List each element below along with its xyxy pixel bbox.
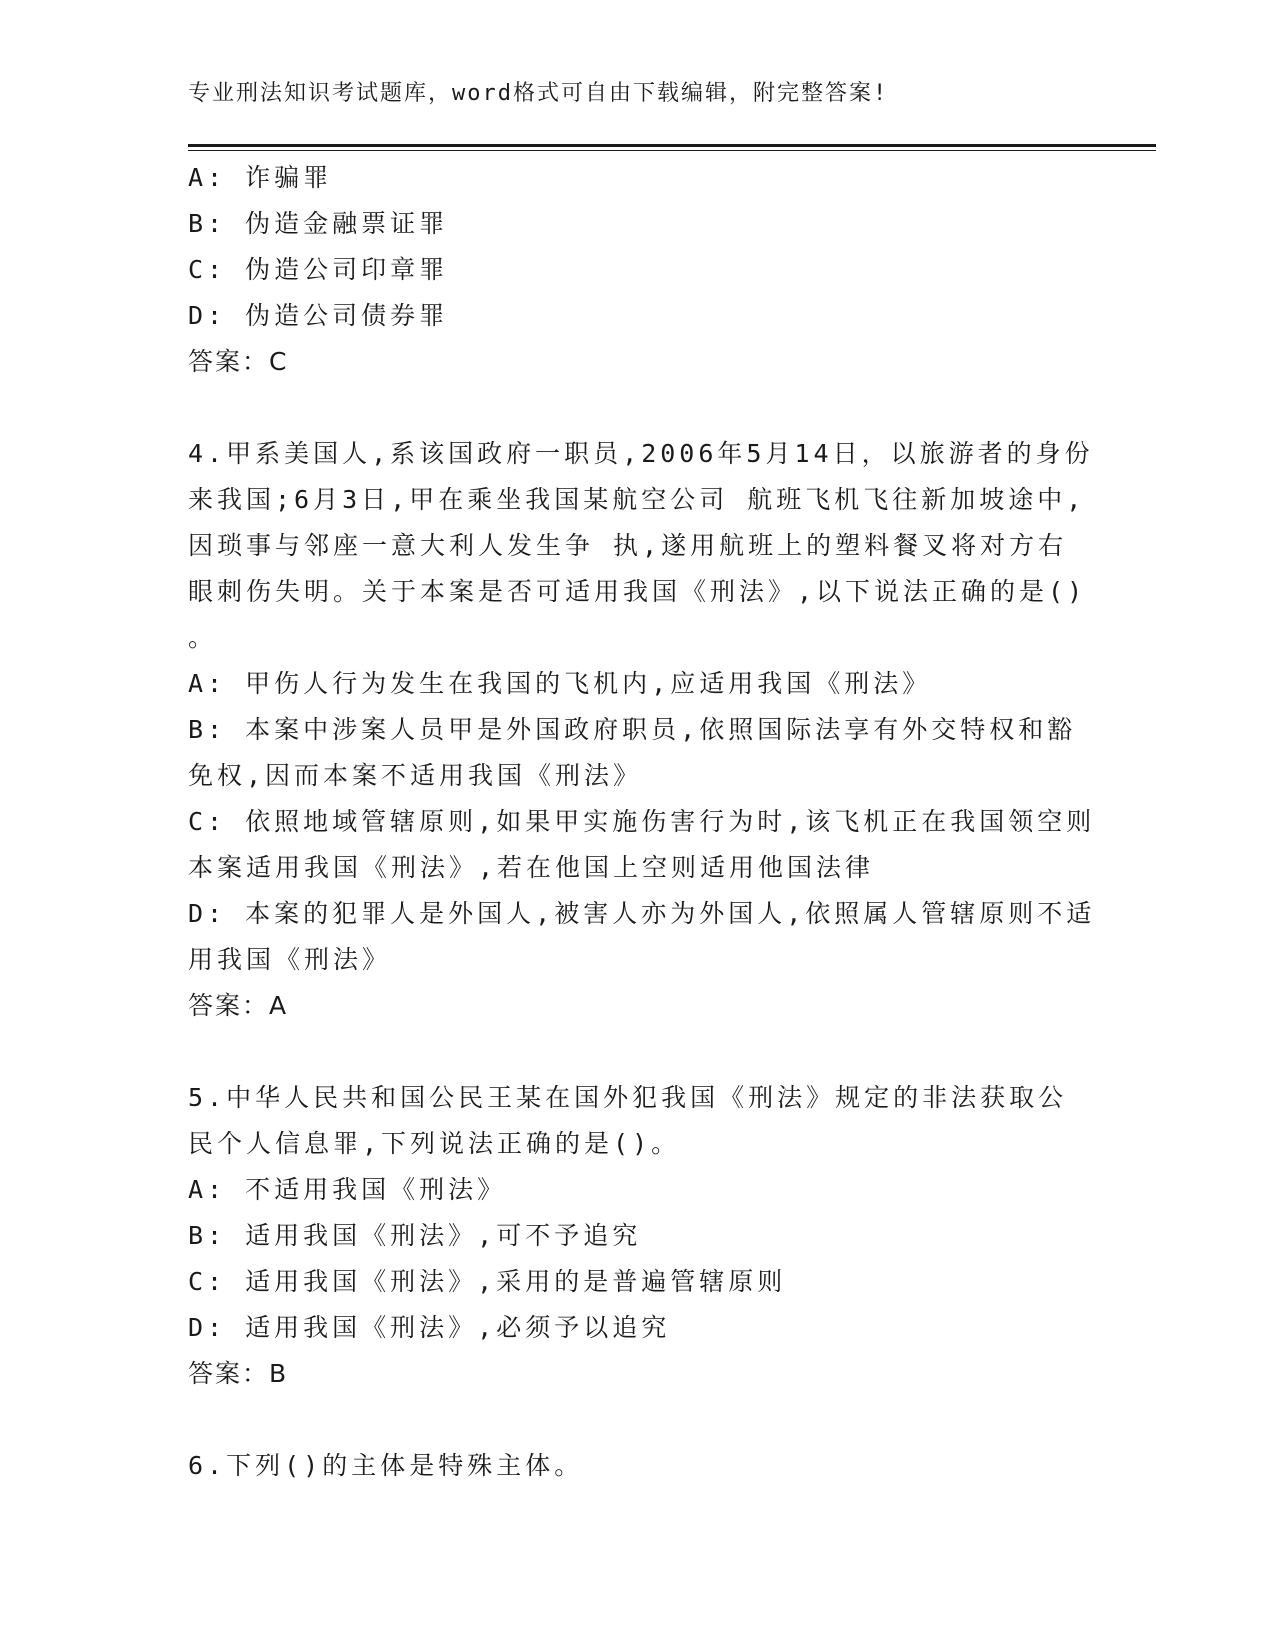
option-d: D: 适用我国《刑法》,必须予以追究 [188,1313,671,1342]
spacer [188,1397,1088,1443]
question-stem-line: 。 [188,623,218,652]
question-stem-line: 6.下列()的主体是特殊主体。 [188,1451,584,1480]
option-b-cont: 免权,因而本案不适用我国《刑法》 [188,761,643,790]
question-stem-line: 民个人信息罪,下列说法正确的是()。 [188,1129,681,1158]
question-stem-line: 5.中华人民共和国公民王某在国外犯我国《刑法》规定的非法获取公 [188,1083,1068,1112]
option-c-cont: 本案适用我国《刑法》,若在他国上空则适用他国法律 [188,853,875,882]
question-stem-line: 4.甲系美国人,系该国政府一职员,2006年5月14日，以旅游者的身份 [188,439,1094,468]
option-d: D: 本案的犯罪人是外国人,被害人亦为外国人,依照属人管辖原则不适 [188,899,1096,928]
option-a: A: 甲伤人行为发生在我国的飞机内,应适用我国《刑法》 [188,669,932,698]
question-stem-line: 来我国;6月3日,甲在乘坐我国某航空公司 航班飞机飞往新加坡途中, [188,485,1086,514]
header-rule-thin [188,150,1156,151]
spacer [188,385,1088,431]
question-3 [188,155,1088,385]
spacer [188,1029,1088,1075]
answer: 答案：C [188,347,289,376]
question-stem-line: 眼刺伤失明。关于本案是否可适用我国《刑法》,以下说法正确的是() [188,577,1087,606]
question-5 [188,1075,1088,1397]
option-c: C: 依照地域管辖原则,如果甲实施伤害行为时,该飞机正在我国领空则 [188,807,1096,836]
option-b: B: 本案中涉案人员甲是外国政府职员,依照国际法享有外交特权和豁 [188,715,1077,744]
question-6 [188,1443,1088,1489]
option-c: C: 适用我国《刑法》,采用的是普遍管辖原则 [188,1267,787,1296]
page-header: 专业刑法知识考试题库，word格式可自由下载编辑，附完整答案! [188,81,889,106]
question-list [188,155,1096,1489]
question-stem-line: 因琐事与邻座一意大利人发生争 执,遂用航班上的塑料餐叉将对方右 [188,531,1068,560]
option-d: D: 伪造公司债券罪 [188,301,449,330]
question-4 [188,431,1096,1029]
option-b: B: 适用我国《刑法》,可不予追究 [188,1221,642,1250]
answer: 答案：B [188,1359,289,1388]
answer: 答案：A [188,991,289,1020]
option-a: A: 不适用我国《刑法》 [188,1175,507,1204]
option-d-cont: 用我国《刑法》 [188,945,392,974]
option-a: A: 诈骗罪 [188,163,333,192]
option-c: C: 伪造公司印章罪 [188,255,449,284]
header-rule-thick [188,144,1156,147]
option-b: B: 伪造金融票证罪 [188,209,449,238]
